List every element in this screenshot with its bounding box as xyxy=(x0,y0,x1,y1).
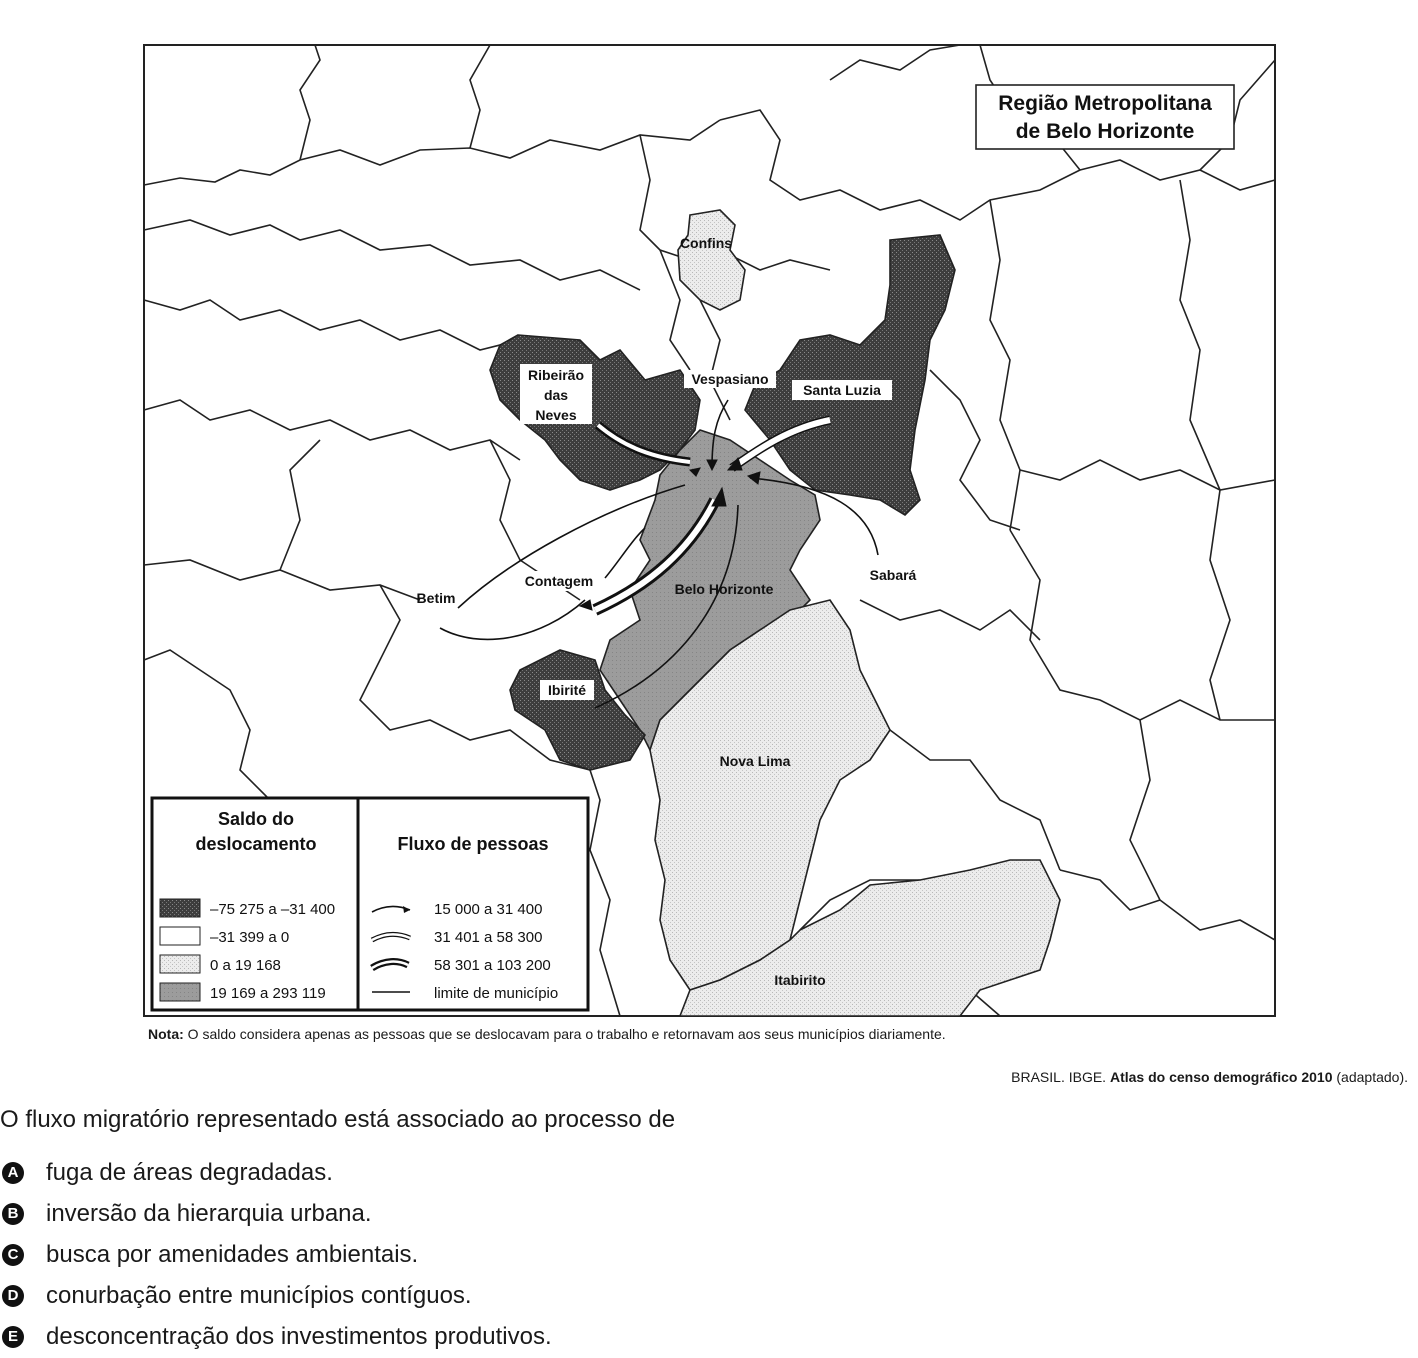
legend-swatch-light xyxy=(160,955,200,973)
label-santa-luzia: Santa Luzia xyxy=(803,382,881,398)
legend-fluxo-title: Fluxo de pessoas xyxy=(397,834,549,854)
label-ribeirao-1: Ribeirão xyxy=(527,367,585,383)
label-ribeirao-2: das xyxy=(543,387,569,403)
legend-fluxo-item-4: limite de município xyxy=(434,985,559,1002)
option-b[interactable] xyxy=(0,1193,552,1234)
label-ribeirao-3: Neves xyxy=(535,407,577,423)
map-title-line1: Região Metropolitana xyxy=(998,92,1212,115)
option-a-letter-icon: A xyxy=(2,1162,24,1184)
map-note xyxy=(148,1026,946,1042)
option-a[interactable] xyxy=(0,1152,552,1193)
option-b-letter-icon: B xyxy=(2,1203,24,1225)
label-vespasiano: Vespasiano xyxy=(691,371,769,387)
note-label: Nota: xyxy=(148,1026,184,1042)
legend-saldo-item-1: –75 275 a –31 400 xyxy=(210,901,336,918)
source-title: Atlas do censo demográfico 2010 xyxy=(1109,1069,1333,1085)
label-confins: Confins xyxy=(679,235,733,251)
option-e-text: desconcentração dos investimentos produtivos. xyxy=(46,1322,552,1350)
legend-swatch-dark xyxy=(160,899,200,917)
option-a-text: fuga de áreas degradadas. xyxy=(46,1158,333,1186)
source-suffix: (adaptado). xyxy=(1336,1069,1408,1085)
option-d[interactable] xyxy=(0,1275,552,1316)
question-stem: O fluxo migratório representado está associado ao processo de xyxy=(0,1106,676,1133)
legend-swatch-white xyxy=(160,927,200,945)
legend-saldo-title-2: deslocamento xyxy=(195,834,317,854)
map-legend xyxy=(152,798,588,1010)
answer-options xyxy=(0,1152,552,1357)
option-d-letter-icon: D xyxy=(2,1285,24,1307)
option-c-text: busca por amenidades ambientais. xyxy=(46,1240,419,1268)
source-prefix: BRASIL. IBGE. xyxy=(1011,1069,1107,1085)
option-e-letter-icon: E xyxy=(2,1326,24,1348)
label-itabirito: Itabirito xyxy=(774,972,826,988)
option-e[interactable] xyxy=(0,1316,552,1357)
label-belo-horizonte: Belo Horizonte xyxy=(674,581,774,597)
note-text: O saldo considera apenas as pessoas que se deslocavam para o trabalho e retornavam aos seus municípios diariamente. xyxy=(187,1026,946,1042)
source-citation xyxy=(1011,1069,1408,1085)
label-contagem: Contagem xyxy=(524,573,594,589)
label-sabara: Sabará xyxy=(869,567,917,583)
option-d-text: conurbação entre municípios contíguos. xyxy=(46,1281,472,1309)
legend-saldo-item-2: –31 399 a 0 xyxy=(210,929,290,946)
label-nova-lima: Nova Lima xyxy=(719,753,791,769)
legend-fluxo-item-1: 15 000 a 31 400 xyxy=(434,901,543,918)
legend-fluxo-item-3: 58 301 a 103 200 xyxy=(434,957,551,974)
legend-fluxo-item-2: 31 401 a 58 300 xyxy=(434,929,543,946)
label-betim: Betim xyxy=(416,590,456,606)
label-ibirite: Ibirité xyxy=(547,682,587,698)
legend-saldo-item-4: 19 169 a 293 119 xyxy=(210,985,326,1002)
legend-saldo-title-1: Saldo do xyxy=(218,809,294,829)
legend-swatch-mid xyxy=(160,983,200,1001)
map-title-line2: de Belo Horizonte xyxy=(1015,120,1195,143)
option-c[interactable] xyxy=(0,1234,552,1275)
option-b-text: inversão da hierarquia urbana. xyxy=(46,1199,372,1227)
option-c-letter-icon: C xyxy=(2,1244,24,1266)
legend-saldo-item-3: 0 a 19 168 xyxy=(210,957,281,974)
